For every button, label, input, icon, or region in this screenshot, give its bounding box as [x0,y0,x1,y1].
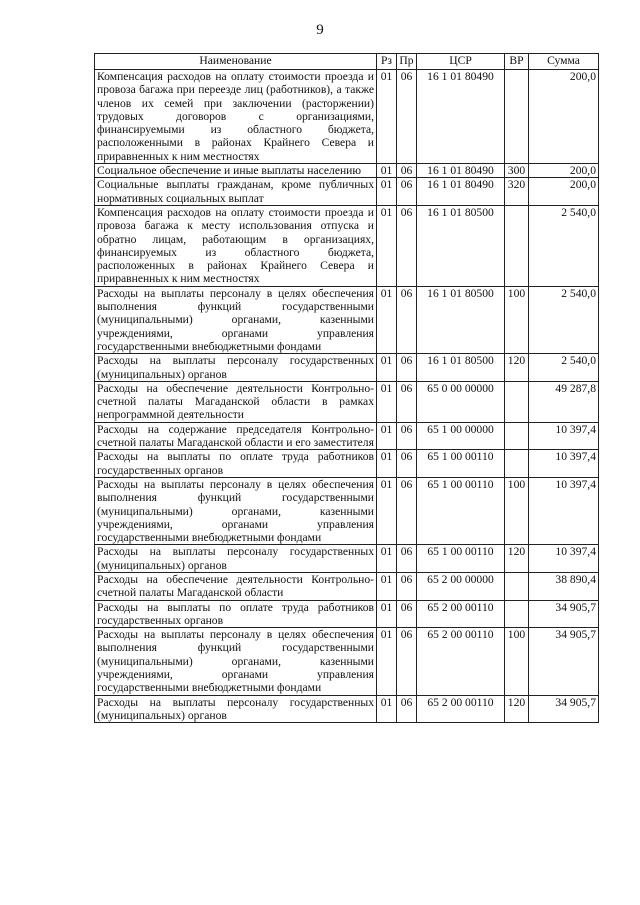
cell-vr: 320 [505,178,529,206]
cell-rz: 01 [377,286,397,353]
cell-csr: 16 1 01 80490 [417,164,505,178]
cell-sum: 49 287,8 [529,381,599,422]
cell-sum: 200,0 [529,164,599,178]
cell-vr [505,381,529,422]
cell-csr: 65 2 00 00110 [417,695,505,723]
cell-sum: 2 540,0 [529,354,599,382]
cell-name: Расходы на выплаты персоналу государственных (муниципальных) органов [95,354,377,382]
header-sum: Сумма [529,54,599,70]
cell-pr: 06 [397,354,417,382]
cell-pr: 06 [397,286,417,353]
cell-csr: 16 1 01 80500 [417,205,505,286]
cell-rz: 01 [377,600,397,628]
cell-sum: 10 397,4 [529,477,599,544]
cell-sum: 34 905,7 [529,695,599,723]
cell-csr: 65 1 00 00110 [417,545,505,573]
cell-csr: 65 2 00 00110 [417,600,505,628]
cell-vr: 300 [505,164,529,178]
cell-vr [505,450,529,478]
cell-rz: 01 [377,205,397,286]
table-row [95,477,599,544]
cell-name: Расходы на выплаты персоналу в целях обеспечения выполнения функций государственными (муниципальными) органами, казенными учреждениями, органами управления государственными внебюджетными фондами [95,286,377,353]
table-row [95,600,599,628]
budget-table [94,53,599,723]
cell-rz: 01 [377,164,397,178]
table-row [95,545,599,573]
cell-vr [505,70,529,164]
cell-name: Компенсация расходов на оплату стоимости проезда и провоза багажа к месту использования отпуска и обратно лицам, работающим в организациях, финансируемых из областного бюджета, расположенных в районах Крайнего Севера и приравненных к ним местностях [95,205,377,286]
cell-csr: 65 1 00 00110 [417,477,505,544]
cell-csr: 16 1 01 80490 [417,178,505,206]
table-row [95,572,599,600]
cell-vr: 100 [505,286,529,353]
cell-rz: 01 [377,422,397,450]
table-row [95,70,599,164]
cell-vr [505,205,529,286]
cell-pr: 06 [397,70,417,164]
cell-sum: 10 397,4 [529,422,599,450]
cell-csr: 16 1 01 80500 [417,354,505,382]
cell-sum: 34 905,7 [529,600,599,628]
cell-name: Расходы на обеспечение деятельности Контрольно-счетной палаты Магаданской области в рамках непрограммной деятельности [95,381,377,422]
header-csr: ЦСР [417,54,505,70]
cell-sum: 34 905,7 [529,628,599,695]
cell-csr: 16 1 01 80490 [417,70,505,164]
table-row [95,381,599,422]
header-name: Наименование [95,54,377,70]
table-row [95,628,599,695]
cell-pr: 06 [397,600,417,628]
table-row [95,286,599,353]
cell-pr: 06 [397,695,417,723]
cell-name: Компенсация расходов на оплату стоимости проезда и провоза багажа при переезде лиц (работников), а также членов их семей при заключении (расторжении) трудовых договоров с организациями, финансируемыми из областного бюджета, расположенными в районах Крайнего Севера и приравненных к ним местностях [95,70,377,164]
cell-pr: 06 [397,628,417,695]
cell-csr: 65 1 00 00000 [417,422,505,450]
table-row [95,178,599,206]
table-row [95,354,599,382]
cell-vr [505,572,529,600]
header-rz: Рз [377,54,397,70]
cell-name: Расходы на выплаты персоналу государственных (муниципальных) органов [95,695,377,723]
cell-pr: 06 [397,450,417,478]
cell-csr: 65 0 00 00000 [417,381,505,422]
cell-sum: 200,0 [529,70,599,164]
cell-sum: 10 397,4 [529,545,599,573]
cell-rz: 01 [377,178,397,206]
cell-sum: 200,0 [529,178,599,206]
cell-pr: 06 [397,545,417,573]
cell-name: Расходы на выплаты персоналу государственных (муниципальных) органов [95,545,377,573]
cell-rz: 01 [377,545,397,573]
cell-name: Расходы на содержание председателя Контрольно-счетной палаты Магаданской области и его заместителя [95,422,377,450]
cell-pr: 06 [397,205,417,286]
page-number: 9 [316,22,324,38]
cell-name: Расходы на выплаты по оплате труда работников государственных органов [95,450,377,478]
cell-rz: 01 [377,70,397,164]
cell-rz: 01 [377,695,397,723]
cell-sum: 2 540,0 [529,205,599,286]
cell-csr: 16 1 01 80500 [417,286,505,353]
table-row [95,695,599,723]
cell-name: Расходы на обеспечение деятельности Контрольно-счетной палаты Магаданской области [95,572,377,600]
cell-vr: 120 [505,354,529,382]
cell-rz: 01 [377,450,397,478]
cell-csr: 65 2 00 00110 [417,628,505,695]
cell-name: Социальные выплаты гражданам, кроме публичных нормативных социальных выплат [95,178,377,206]
cell-vr: 120 [505,545,529,573]
cell-sum: 38 890,4 [529,572,599,600]
cell-pr: 06 [397,477,417,544]
cell-rz: 01 [377,477,397,544]
cell-vr [505,422,529,450]
cell-rz: 01 [377,381,397,422]
cell-pr: 06 [397,381,417,422]
table-body [95,70,599,723]
cell-pr: 06 [397,572,417,600]
cell-vr: 100 [505,477,529,544]
cell-sum: 10 397,4 [529,450,599,478]
cell-rz: 01 [377,628,397,695]
cell-name: Расходы на выплаты персоналу в целях обеспечения выполнения функций государственными (муниципальными) органами, казенными учреждениями, органами управления государственными внебюджетными фондами [95,477,377,544]
cell-rz: 01 [377,572,397,600]
table-row [95,164,599,178]
table-row [95,205,599,286]
cell-rz: 01 [377,354,397,382]
cell-vr: 100 [505,628,529,695]
cell-vr: 120 [505,695,529,723]
cell-name: Социальное обеспечение и иные выплаты населению [95,164,377,178]
cell-csr: 65 2 00 00000 [417,572,505,600]
cell-pr: 06 [397,178,417,206]
cell-pr: 06 [397,422,417,450]
table-row [95,450,599,478]
cell-pr: 06 [397,164,417,178]
cell-name: Расходы на выплаты персоналу в целях обеспечения выполнения функций государственными (муниципальными) органами, казенными учреждениями, органами управления государственными внебюджетными фондами [95,628,377,695]
cell-vr [505,600,529,628]
cell-name: Расходы на выплаты по оплате труда работников государственных органов [95,600,377,628]
header-pr: Пр [397,54,417,70]
header-vr: ВР [505,54,529,70]
table-header-row [95,54,599,70]
table-row [95,422,599,450]
cell-sum: 2 540,0 [529,286,599,353]
cell-csr: 65 1 00 00110 [417,450,505,478]
